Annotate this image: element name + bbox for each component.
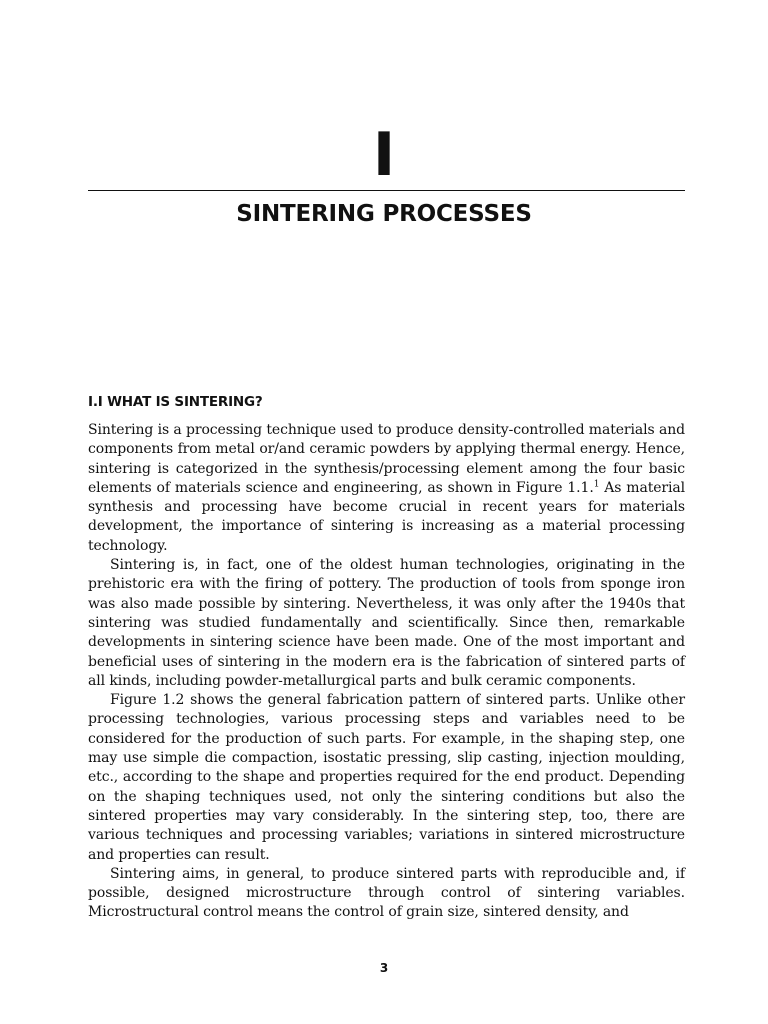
page-number: 3 bbox=[379, 961, 389, 975]
body-text bbox=[88, 421, 685, 923]
chapter-number: I bbox=[372, 120, 396, 190]
paragraph-1-text: Sintering is a processing technique used to produce density-controlled materials and components from metal or/and ceramic powders by applying thermal energy. Hence, sintering is categorized in the synthesis/processing element among the four basic elements of materials science and engineering, as shown in Figure 1.1. bbox=[88, 422, 685, 496]
section-heading: I.I WHAT IS SINTERING? bbox=[88, 394, 263, 410]
reference-superscript: 1 bbox=[593, 479, 600, 490]
paragraph-3: Figure 1.2 shows the general fabrication pattern of sintered parts. Unlike other processing technologies, various processing steps and variables need to be considered for the production of such parts. For example, in the shaping step, one may use simple die compaction, isostatic pressing, slip casting, injection moulding, etc., according to the shape and properties required for the end product. Depending on the shaping techniques used, not only the sintering conditions but also the sintered properties may vary considerably. In the sintering step, too, there are various techniques and processing variables; variations in sintered microstructure and properties can result. bbox=[88, 692, 685, 863]
chapter-divider-rule bbox=[88, 190, 685, 191]
chapter-title: SINTERING PROCESSES bbox=[236, 201, 532, 227]
paragraph-2: Sintering is, in fact, one of the oldest human technologies, originating in the prehistoric era with the firing of pottery. The production of tools from sponge iron was also made possible by sintering. Nevertheless, it was only after the 1940s that sintering was studied fundamentally and scientifically. Since then, remarkable developments in sintering science have been made. One of the most important and beneficial uses of sintering in the modern era is the fabrication of sintered parts of all kinds, including powder-metallurgical parts and bulk ceramic components. bbox=[88, 557, 685, 689]
paragraph-1-text-continued: As material synthesis and processing have become crucial in recent years for materials development, the importance of sintering is increasing as a material processing technology. bbox=[88, 479, 685, 554]
paragraph-1 bbox=[88, 421, 685, 556]
paragraph-4: Sintering aims, in general, to produce sintered parts with reproducible and, if possible, designed microstructure through control of sintering variables. Microstructural control means the control of grain size, sintered density, and bbox=[88, 865, 685, 921]
